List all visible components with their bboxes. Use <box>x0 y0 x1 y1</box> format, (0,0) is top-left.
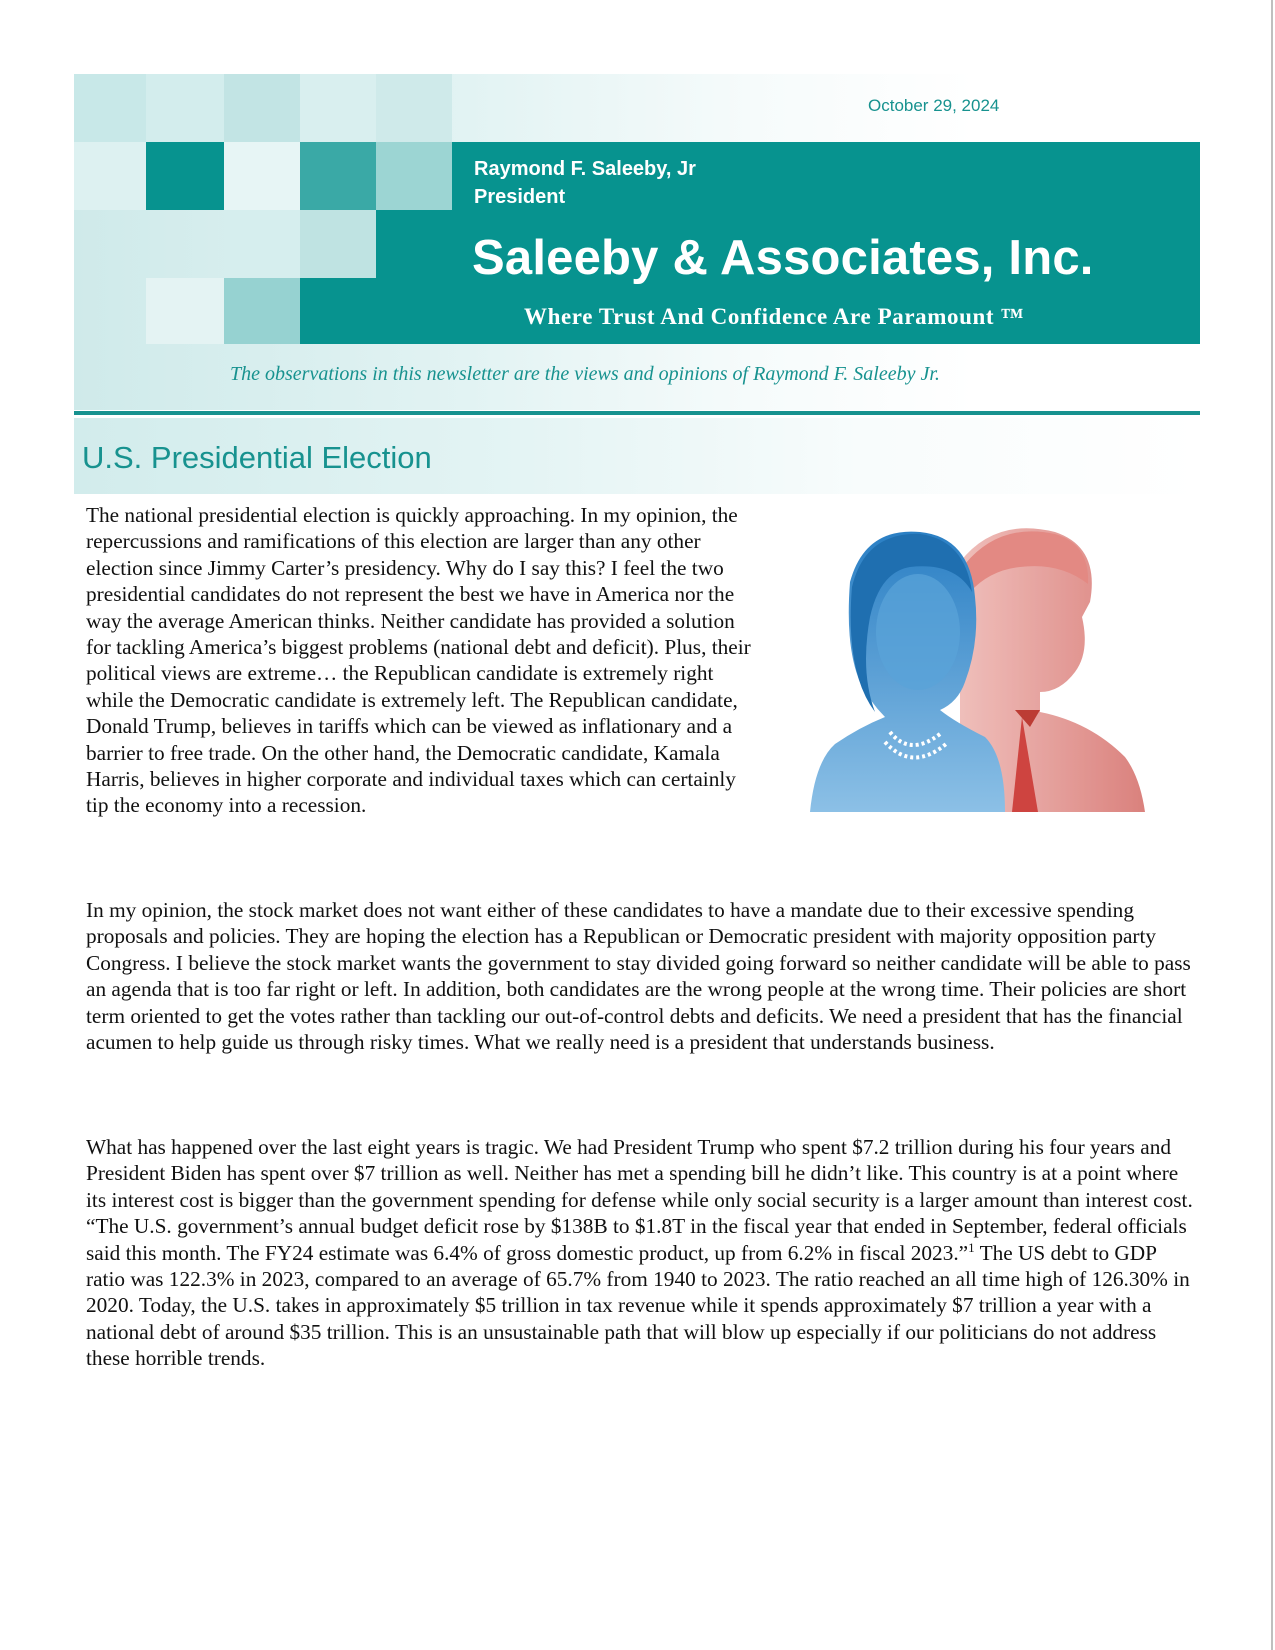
mosaic-square <box>224 74 300 142</box>
header-divider <box>74 411 1200 415</box>
section-title: U.S. Presidential Election <box>82 440 432 475</box>
president-name: Raymond F. Saleeby, Jr <box>474 158 696 180</box>
mosaic-square <box>224 278 300 344</box>
newsletter-disclaimer: The observations in this newsletter are the views and opinions of Raymond F. Saleeby Jr. <box>230 363 940 385</box>
mosaic-square <box>74 142 146 210</box>
footnote-marker: 1 <box>968 1239 975 1255</box>
company-tagline: Where Trust And Confidence Are Paramount ™ <box>524 304 1025 329</box>
article-paragraph-3-part-2: The US debt to GDP ratio was 122.3% in 2023, compared to an average of 65.7% from 1940 to 2023. The ratio reached an all time high of 126.30% in 2020. Today, the U.S. takes in approximately $5 trillion in tax revenue while it spends approximately $7 trillion a year with a national debt of around $35 trillion. This is an unsustainable path that will blow up especially if our politicians do not address these horrible trends. <box>86 1240 1190 1371</box>
president-title: President <box>474 186 566 208</box>
article-paragraph-3 <box>86 1134 1196 1372</box>
mosaic-square <box>146 142 224 210</box>
article-paragraph-3-part-1: What has happened over the last eight years is tragic. We had President Trump who spent $7.2 trillion during his four years and President Biden has spent over $7 trillion as well. Neither has met a spending bill he didn’t like. This country is at a point where its interest cost is bigger than the government spending for defense while only social security is a larger amount than interest cost. “The U.S. government’s annual budget deficit rose by $138B to $1.8T in the fiscal year that ended in September, federal officials said this month. The FY24 estimate was 6.4% of gross domestic product, up from 6.2% in fiscal 2023.” <box>86 1135 1193 1265</box>
mosaic-square <box>300 74 376 142</box>
mosaic-square <box>300 210 376 278</box>
mosaic-square <box>376 74 452 142</box>
article-paragraph-1: The national presidential election is quickly approaching. In my opinion, the repercussions and ramifications of this election are larger than any other election since Jimmy Carter’s presidency. Why do I say this? I feel the two presidential candidates do not represent the best we have in America nor the way the average American thinks. Neither candidate has provided a solution for tackling America’s biggest problems (national debt and deficit). Plus, their political views are extreme… the Republican candidate is extremely right while the Democratic candidate is extremely left. The Republican candidate, Donald Trump, believes in tariffs which can be viewed as inflationary and a barrier to free trade. On the other hand, the Democratic candidate, Kamala Harris, believes in higher corporate and individual taxes which can certainly tip the economy into a recession. <box>86 503 751 818</box>
candidates-illustration <box>790 522 1190 822</box>
mosaic-square <box>74 74 146 142</box>
article-paragraph-2: In my opinion, the stock market does not want either of these candidates to have a mandate due to their excessive spending proposals and policies. They are hoping the election has a Republican or Democratic president with majority opposition party Congress. I believe the stock market wants the government to stay divided going forward so neither candidate will be able to pass an agenda that is too far right or left. In addition, both candidates are the wrong people at the wrong time. Their policies are short term oriented to get the votes rather than tackling our out-of-control debts and deficits. We need a president that has the financial acumen to help guide us through risky times. What we really need is a president that understands business. <box>86 898 1191 1055</box>
page-edge <box>1271 0 1273 1650</box>
company-name: Saleeby & Associates, Inc. <box>472 231 1094 285</box>
mosaic-square <box>300 142 376 210</box>
newsletter-date: October 29, 2024 <box>868 96 1000 115</box>
mosaic-square <box>376 142 452 210</box>
mosaic-square <box>146 278 224 344</box>
mosaic-square <box>224 142 300 210</box>
mosaic-square <box>146 74 224 142</box>
mosaic-square <box>224 210 300 278</box>
